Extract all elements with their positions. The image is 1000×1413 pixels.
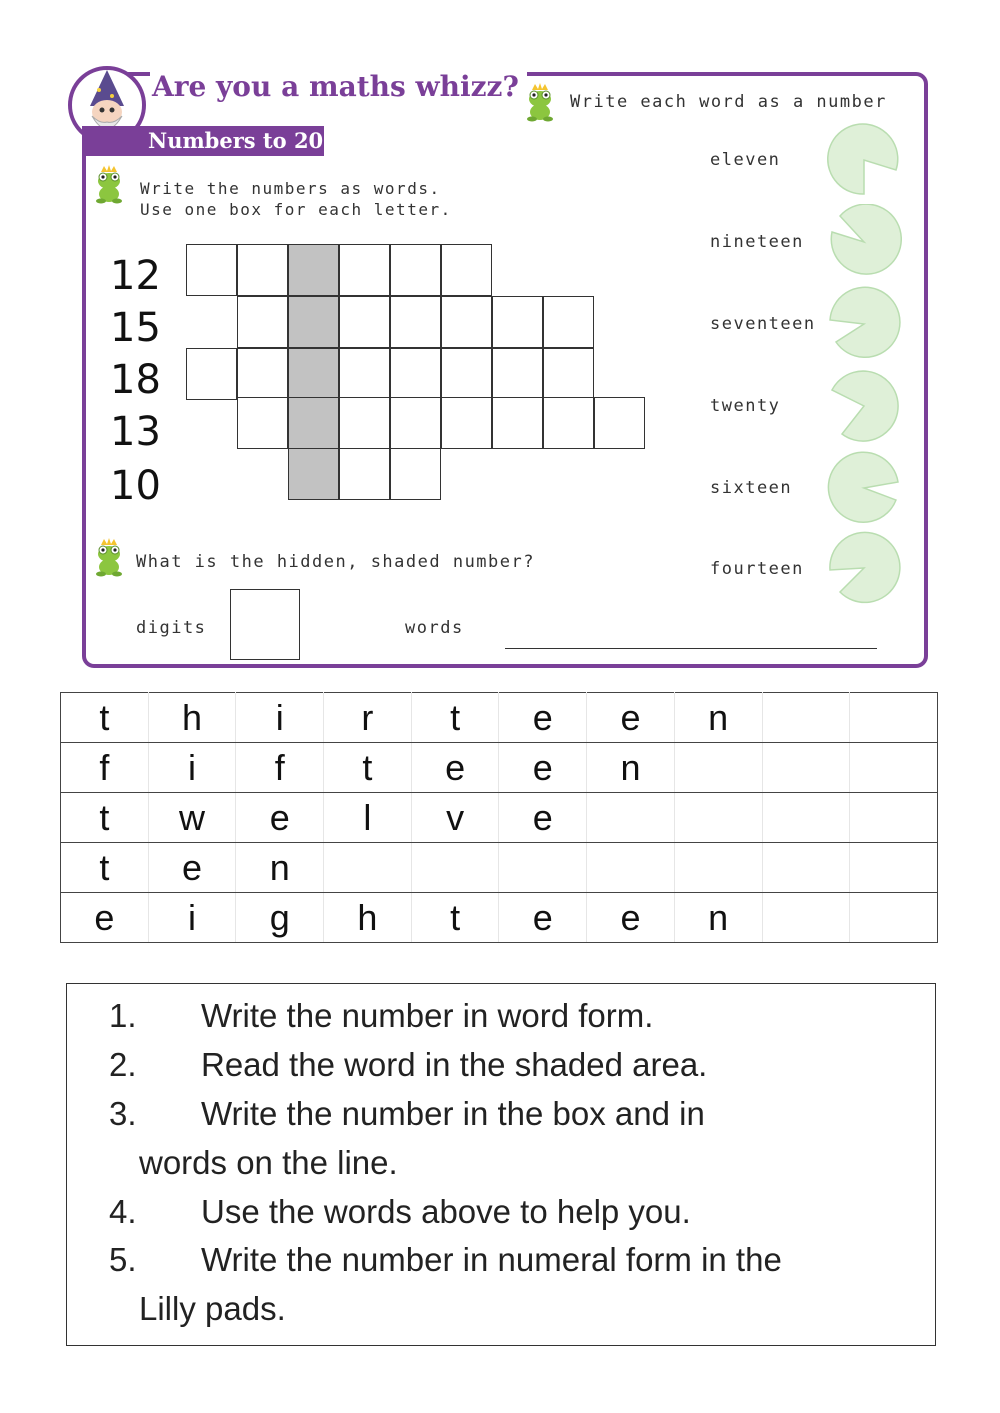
word-bank-letter: n — [236, 843, 324, 893]
instructions-box — [66, 983, 936, 1346]
word-bank-letter — [762, 843, 850, 893]
crossword-cell[interactable] — [594, 397, 645, 449]
frog-icon — [524, 82, 556, 126]
crossword-cell[interactable] — [237, 244, 288, 296]
word-bank-letter: n — [674, 693, 762, 743]
word-bank-letter: t — [61, 843, 149, 893]
word-bank-letter: v — [411, 793, 499, 843]
word-bank-letter: f — [236, 743, 324, 793]
word-bank-letter — [674, 743, 762, 793]
digits-answer-box[interactable] — [230, 589, 300, 660]
crossword-cell[interactable] — [390, 244, 441, 296]
step-number: 2. — [109, 1046, 137, 1083]
word-bank-row — [61, 743, 938, 793]
lily-pad-word: nineteen — [710, 232, 804, 252]
crossword-cell[interactable] — [237, 348, 288, 400]
word-bank-letter: e — [499, 693, 587, 743]
crossword-cell[interactable] — [237, 397, 288, 449]
crossword-cell[interactable] — [441, 244, 492, 296]
word-bank-letter: e — [61, 893, 149, 943]
word-bank-letter: n — [587, 743, 675, 793]
lily-pad-instruction: Write each word as a number — [564, 92, 893, 112]
lily-pad-word: eleven — [710, 150, 781, 170]
crossword-cell[interactable] — [492, 348, 543, 400]
crossword-number-label: 18 — [110, 357, 161, 403]
crossword-instruction-line: Write the numbers as words. — [140, 179, 441, 198]
word-bank-letter: e — [236, 793, 324, 843]
word-bank-letter — [587, 793, 675, 843]
digits-label: digits — [136, 618, 207, 638]
word-bank-letter: l — [324, 793, 412, 843]
step-number: 1. — [109, 997, 137, 1034]
step-text-continued: Lilly pads. — [139, 1290, 286, 1327]
word-bank-letter — [762, 743, 850, 793]
word-bank-letter — [674, 793, 762, 843]
word-bank-letter: t — [61, 693, 149, 743]
word-bank-letter — [587, 843, 675, 893]
crossword-cell[interactable] — [186, 348, 237, 400]
crossword-cell[interactable] — [492, 397, 543, 449]
word-bank-letter: e — [148, 843, 236, 893]
word-bank-letter: e — [587, 693, 675, 743]
word-bank-letter: h — [148, 693, 236, 743]
lily-pad-word: fourteen — [710, 559, 804, 579]
lily-pad-answer[interactable] — [826, 450, 902, 526]
crossword-cell[interactable] — [543, 397, 594, 449]
step-number: 4. — [109, 1193, 137, 1230]
frog-icon — [93, 164, 125, 208]
crossword-cell-shaded[interactable] — [288, 448, 339, 500]
crossword-instruction — [140, 178, 452, 220]
word-bank-letter: i — [236, 693, 324, 743]
crossword-cell[interactable] — [390, 397, 441, 449]
crossword-cell-shaded[interactable] — [288, 244, 339, 296]
word-bank-letter — [850, 793, 938, 843]
crossword-cell[interactable] — [339, 448, 390, 500]
crossword-cell-shaded[interactable] — [288, 348, 339, 400]
crossword-cell[interactable] — [339, 397, 390, 449]
word-bank-letter: e — [499, 743, 587, 793]
word-bank-row — [61, 893, 938, 943]
word-bank-letter: e — [499, 793, 587, 843]
crossword-cell[interactable] — [441, 296, 492, 348]
word-bank-letter — [850, 843, 938, 893]
step-number: 5. — [109, 1241, 137, 1278]
word-bank-letter: i — [148, 893, 236, 943]
word-bank-letter: g — [236, 893, 324, 943]
word-bank-letter — [674, 843, 762, 893]
crossword-cell[interactable] — [186, 244, 237, 296]
crossword-cell[interactable] — [441, 397, 492, 449]
word-bank-letter: n — [674, 893, 762, 943]
lily-pad-answer[interactable] — [826, 122, 902, 198]
words-answer-line[interactable] — [505, 648, 877, 649]
step-text: Write the number in the box and in — [201, 1095, 705, 1132]
lily-pad-answer[interactable] — [826, 204, 902, 280]
step-text: Read the word in the shaded area. — [201, 1046, 708, 1083]
word-bank-letter — [762, 893, 850, 943]
step-text: Write the number in word form. — [201, 997, 654, 1034]
word-bank-letter — [762, 693, 850, 743]
subtitle-banner: Numbers to 20 — [82, 126, 324, 156]
lily-pad-answer[interactable] — [826, 368, 902, 444]
crossword-cell[interactable] — [390, 296, 441, 348]
crossword-cell[interactable] — [390, 448, 441, 500]
words-label: words — [405, 618, 464, 638]
crossword-number-label: 15 — [110, 305, 161, 351]
word-bank-letter: t — [324, 743, 412, 793]
word-bank-letter: t — [411, 693, 499, 743]
word-bank-letter: f — [61, 743, 149, 793]
word-bank-letter: e — [499, 893, 587, 943]
word-bank-letter: t — [411, 893, 499, 943]
crossword-cell-shaded[interactable] — [288, 397, 339, 449]
crossword-number-label: 10 — [110, 463, 161, 509]
word-bank-row — [61, 693, 938, 743]
word-bank-letter — [850, 743, 938, 793]
lily-pad-answer[interactable] — [826, 286, 902, 362]
lily-pad-word: sixteen — [710, 478, 793, 498]
lily-pad-word: seventeen — [710, 314, 816, 334]
crossword-cell[interactable] — [543, 296, 594, 348]
frog-icon — [93, 537, 125, 581]
crossword-cell[interactable] — [390, 348, 441, 400]
step-number: 3. — [109, 1095, 137, 1132]
word-bank-row — [61, 843, 938, 893]
word-bank-letter: w — [148, 793, 236, 843]
word-bank-table — [60, 692, 938, 943]
word-bank-letter — [411, 843, 499, 893]
crossword-cell[interactable] — [441, 348, 492, 400]
word-bank-letter — [324, 843, 412, 893]
lily-pad-word: twenty — [710, 396, 781, 416]
crossword-cell[interactable] — [339, 348, 390, 400]
step-text-continued: words on the line. — [139, 1144, 398, 1181]
step-text: Use the words above to help you. — [201, 1193, 691, 1230]
step-text: Write the number in numeral form in the — [201, 1241, 782, 1278]
word-bank-letter: r — [324, 693, 412, 743]
word-bank-letter — [850, 893, 938, 943]
word-bank-letter — [762, 793, 850, 843]
crossword-cell[interactable] — [339, 296, 390, 348]
word-bank-letter: t — [61, 793, 149, 843]
crossword-number-label: 13 — [110, 409, 161, 455]
word-bank-letter — [499, 843, 587, 893]
word-bank-letter — [850, 693, 938, 743]
word-bank-letter: i — [148, 743, 236, 793]
page-title: Are you a maths whizz? — [150, 70, 527, 103]
crossword-instruction-line: Use one box for each letter. — [140, 200, 452, 219]
crossword-cell[interactable] — [543, 348, 594, 400]
crossword-cell[interactable] — [339, 244, 390, 296]
crossword-cell[interactable] — [492, 296, 543, 348]
crossword-cell-shaded[interactable] — [288, 296, 339, 348]
word-bank-row — [61, 793, 938, 843]
word-bank-letter: e — [411, 743, 499, 793]
crossword-cell[interactable] — [237, 296, 288, 348]
lily-pad-answer[interactable] — [826, 530, 902, 606]
word-bank-letter: e — [587, 893, 675, 943]
hidden-number-question: What is the hidden, shaded number? — [136, 552, 535, 572]
crossword-number-label: 12 — [110, 253, 161, 299]
word-bank-letter: h — [324, 893, 412, 943]
